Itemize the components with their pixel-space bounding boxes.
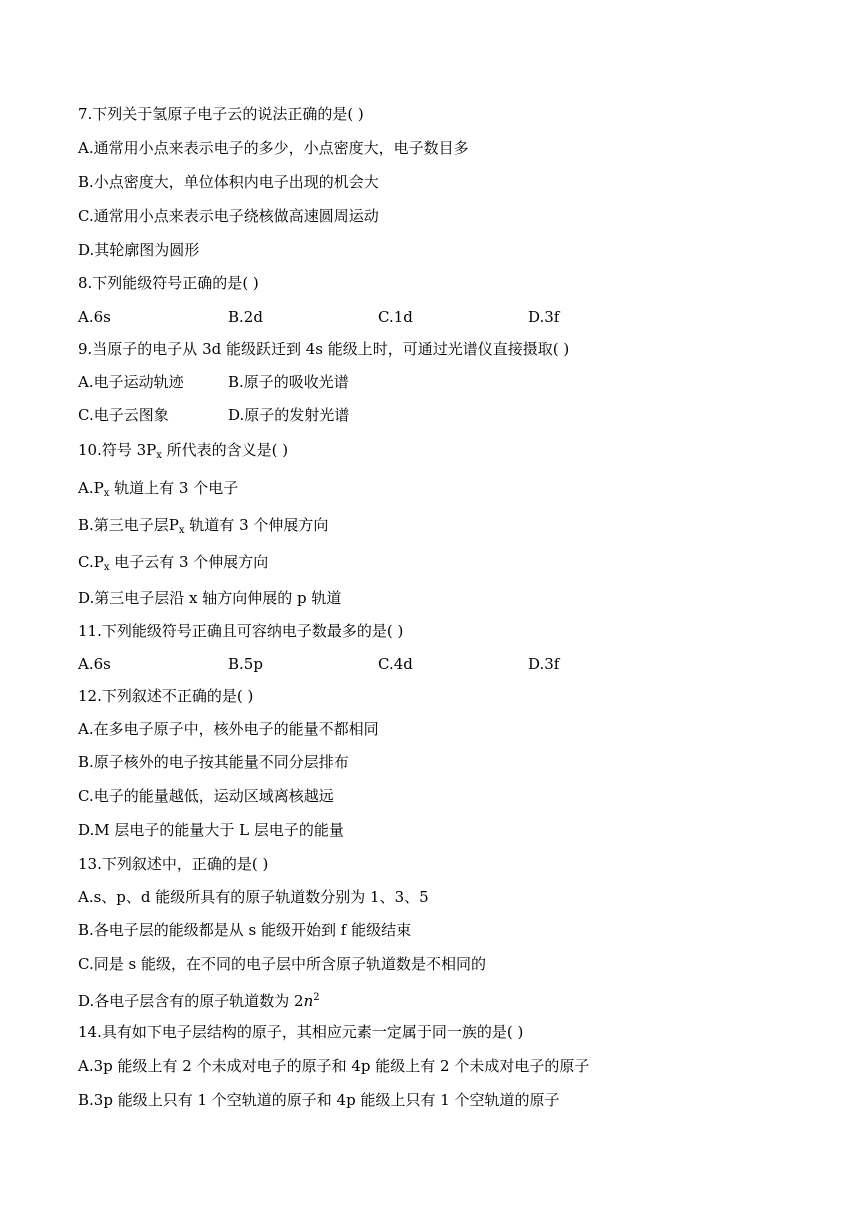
question-11-option-d: D.3f (528, 655, 560, 673)
question-9-option-c: C.电子云图象 (78, 406, 169, 424)
question-7-option-a: A.通常用小点来表示电子的多少，小点密度大，电子数目多 (78, 139, 469, 157)
question-8-option-c: C.1d (378, 308, 413, 326)
question-12-option-c: C.电子的能量越低，运动区域离核越远 (78, 787, 334, 805)
question-13-option-c: C.同是 s 能级，在不同的电子层中所含原子轨道数是不相同的 (78, 955, 486, 973)
question-12-option-a: A.在多电子原子中，核外电子的能量不都相同 (78, 720, 379, 738)
question-10-stem-tail: 所代表的含义是( ) (161, 441, 289, 459)
question-10-option-c (78, 552, 268, 578)
question-7-option-d: D.其轮廓图为圆形 (78, 241, 200, 259)
orbital-symbol: P (146, 441, 157, 459)
orbital-subscript: x (103, 488, 110, 499)
question-8-option-b: B.2d (228, 308, 263, 326)
question-11-option-b: B.5p (228, 655, 263, 673)
question-11-stem: 11.下列能级符号正确且可容纳电子数最多的是( ) (78, 622, 404, 640)
question-14-stem: 14.具有如下电子层结构的原子，其相应元素一定属于同一族的是( ) (78, 1023, 524, 1041)
question-8-stem: 8.下列能级符号正确的是( ) (78, 274, 259, 292)
question-9-option-d: D.原子的发射光谱 (228, 406, 350, 424)
question-14-option-a: A.3p 能级上有 2 个未成对电子的原子和 4p 能级上有 2 个未成对电子的原子 (78, 1057, 590, 1075)
question-7-option-c: C.通常用小点来表示电子绕核做高速圆周运动 (78, 207, 379, 225)
question-11-option-a: A.6s (78, 655, 111, 673)
option-b-label: B.第三电子层 (78, 516, 169, 534)
question-10-option-d: D.第三电子层沿 x 轴方向伸展的 p 轨道 (78, 589, 342, 607)
question-8-option-a: A.6s (78, 308, 111, 326)
option-c-text: 电子云有 3 个伸展方向 (109, 553, 269, 571)
question-8-option-d: D.3f (528, 308, 560, 326)
question-12-option-d: D.M 层电子的能量大于 L 层电子的能量 (78, 821, 344, 839)
question-7-option-b: B.小点密度大，单位体积内电子出现的机会大 (78, 173, 379, 191)
question-12-option-b: B.原子核外的电子按其能量不同分层排布 (78, 753, 349, 771)
question-13-stem: 13.下列叙述中，正确的是( ) (78, 855, 269, 873)
orbital-subscript: x (103, 562, 110, 573)
question-7-stem: 7.下列关于氢原子电子云的说法正确的是( ) (78, 105, 364, 123)
question-10-option-b (78, 515, 328, 541)
question-9-option-b: B.原子的吸收光谱 (228, 373, 349, 391)
question-14-option-b: B.3p 能级上只有 1 个空轨道的原子和 4p 能级上只有 1 个空轨道的原子 (78, 1091, 560, 1109)
option-b-text: 轨道有 3 个伸展方向 (184, 516, 329, 534)
option-a-text: 轨道上有 3 个电子 (109, 479, 239, 497)
orbital-symbol: P (93, 479, 104, 497)
question-9-stem: 9.当原子的电子从 3d 能级跃迁到 4s 能级上时，可通过光谱仪直接摄取( ) (78, 340, 570, 358)
question-11-option-c: C.4d (378, 655, 413, 673)
orbital-symbol: P (168, 516, 179, 534)
question-13-option-d (78, 988, 320, 1011)
question-10-stem (78, 440, 288, 466)
orbital-symbol: P (93, 553, 104, 571)
question-12-stem: 12.下列叙述不正确的是( ) (78, 687, 254, 705)
superscript: 2 (313, 992, 320, 1003)
question-10-stem-text: 10.符号 3 (78, 441, 147, 459)
option-c-label: C. (78, 553, 94, 571)
option-d-text: D.各电子层含有的原子轨道数为 2 (78, 992, 304, 1010)
orbital-subscript: x (156, 450, 162, 461)
question-10-option-a (78, 478, 238, 504)
question-13-option-b: B.各电子层的能级都是从 s 能级开始到 f 能级结束 (78, 921, 412, 939)
question-9-option-a: A.电子运动轨迹 (78, 373, 184, 391)
question-13-option-a: A.s、p、d 能级所具有的原子轨道数分别为 1、3、5 (78, 888, 429, 906)
option-a-label: A. (78, 479, 94, 497)
variable-n: n (303, 992, 314, 1010)
orbital-subscript: x (178, 525, 185, 536)
